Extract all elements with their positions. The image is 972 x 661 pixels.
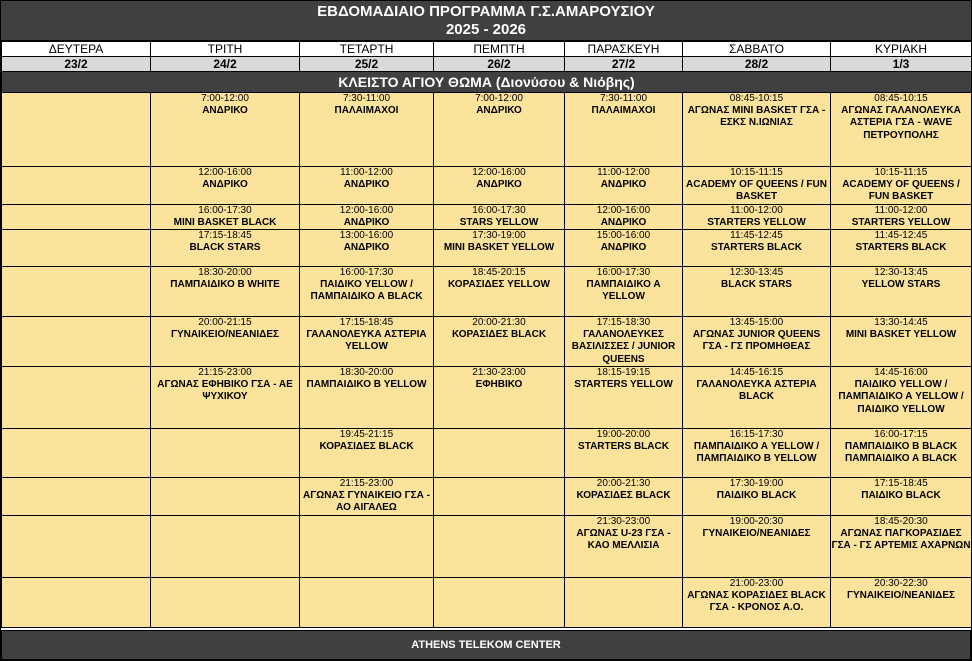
schedule-cell bbox=[565, 317, 683, 367]
slot-time: 16:00-17:30 bbox=[472, 204, 526, 216]
schedule-cell bbox=[683, 515, 831, 577]
slot-time: 18:15-19:15 bbox=[596, 367, 651, 379]
slot-activity: ΚΟΡΑΣΙΔΕΣ YELLOW bbox=[448, 279, 550, 291]
schedule-cell bbox=[683, 93, 831, 167]
day-header: ΤΕΤΑΡΤΗ bbox=[300, 42, 434, 57]
schedule-cell bbox=[151, 167, 300, 205]
schedule-row bbox=[2, 267, 972, 317]
day-header: ΣΑΒΒΑΤΟ bbox=[683, 42, 831, 57]
schedule-cell bbox=[2, 577, 151, 627]
slot-activity: ΠΑΜΠΑΙΔΙΚΟ Α YELLOW bbox=[586, 279, 661, 303]
slot-activity: ΠΑΙΔΙΚΟ YELLOW / ΠΑΜΠΑΙΔΙΚΟ Α BLACK bbox=[310, 279, 423, 303]
slot-time: 11:45-12:45 bbox=[730, 230, 783, 242]
schedule-cell bbox=[831, 367, 972, 429]
slot-time: 11:00-12:00 bbox=[730, 204, 783, 216]
schedule-cell bbox=[2, 478, 151, 516]
slot-activity: MINI BASKET BLACK bbox=[173, 216, 277, 228]
slot-activity: STARTERS BLACK bbox=[855, 242, 947, 254]
slot-activity: MINI BASKET YELLOW bbox=[443, 242, 555, 254]
slot-activity: ΑΝΔΡΙΚΟ bbox=[343, 179, 390, 191]
slot-time: 12:00-16:00 bbox=[198, 167, 252, 178]
schedule-cell bbox=[831, 515, 972, 577]
slot-activity: ΑΝΔΡΙΚΟ bbox=[476, 179, 522, 191]
date-header: 28/2 bbox=[683, 57, 831, 72]
venue-footer: ATHENS TELEKOM CENTER bbox=[2, 631, 971, 660]
slot-time: 12:30-13:45 bbox=[729, 267, 784, 279]
schedule-cell bbox=[683, 167, 831, 205]
schedule-cell bbox=[565, 93, 683, 167]
slot-activity: ΓΑΛΑΝΟΛΕΥΚΑ ΑΣΤΕΡΙΑ BLACK bbox=[696, 379, 817, 403]
slot-time: 13:45-15:00 bbox=[729, 317, 784, 329]
slot-time: 16:00-17:30 bbox=[339, 267, 394, 279]
schedule-cell bbox=[831, 204, 972, 229]
schedule-cell bbox=[683, 204, 831, 229]
slot-activity: ΠΑΙΔΙΚΟ BLACK bbox=[861, 490, 941, 502]
slot-activity: BLACK STARS bbox=[189, 242, 261, 254]
schedule-cell bbox=[434, 230, 565, 267]
schedule-row bbox=[2, 93, 972, 167]
slot-activity: ΓΥΝΑΙΚΕΙΟ/ΝΕΑΝΙΔΕΣ bbox=[846, 589, 956, 601]
schedule-table bbox=[1, 41, 972, 628]
schedule-row bbox=[2, 577, 972, 627]
slot-time: 11:45-12:45 bbox=[874, 230, 928, 242]
schedule-cell bbox=[2, 204, 151, 229]
slot-activity: STARTERS BLACK bbox=[578, 441, 669, 453]
schedule-row bbox=[2, 204, 972, 229]
slot-activity: ΑΝΔΡΙΚΟ bbox=[600, 216, 647, 228]
slot-time: 7:00-12:00 bbox=[201, 93, 249, 104]
slot-time: 21:30-23:00 bbox=[596, 515, 651, 527]
slot-time: 12:00-16:00 bbox=[339, 204, 394, 216]
slot-activity: ΠΑΛΑΙΜΑΧΟΙ bbox=[591, 105, 656, 117]
slot-activity: ΑΓΩΝΑΣ ΠΑΓΚΟΡΑΣΙΔΕΣ ΓΣΑ - ΓΣ ΑΡΤΕΜΙΣ ΑΧΑΡΝΩΝ bbox=[831, 527, 971, 552]
schedule-row bbox=[2, 429, 972, 478]
slot-time: 11:00-12:00 bbox=[874, 204, 928, 216]
slot-time: 08:45-10:15 bbox=[874, 93, 928, 104]
slot-activity: ΠΑΜΠΑΙΔΙΚΟ Α YELLOW / ΠΑΜΠΑΙΔΙΚΟ Β YELLOW bbox=[693, 441, 820, 465]
schedule-cell bbox=[434, 93, 565, 167]
schedule-cell bbox=[683, 230, 831, 267]
slot-activity: ΑΝΔΡΙΚΟ bbox=[600, 179, 647, 191]
schedule-cell bbox=[300, 204, 434, 229]
slot-time: 21:15-23:00 bbox=[198, 367, 252, 379]
schedule-cell bbox=[300, 367, 434, 429]
schedule-cell bbox=[683, 429, 831, 478]
schedule-cell bbox=[2, 230, 151, 267]
slot-activity: ΠΑΙΔΙΚΟ YELLOW / ΠΑΜΠΑΙΔΙΚΟ Α YELLOW /ΠΑΙΔΙΚΟ YELLOW bbox=[838, 379, 964, 415]
schedule-cell bbox=[831, 167, 972, 205]
schedule-cell bbox=[434, 317, 565, 367]
schedule-row bbox=[2, 367, 972, 429]
slot-activity: ACADEMY OF QUEENS / FUN BASKET bbox=[686, 179, 827, 203]
schedule-cell bbox=[831, 267, 972, 317]
schedule-cell bbox=[683, 317, 831, 367]
day-header: ΤΡΙΤΗ bbox=[151, 42, 300, 57]
slot-time: 11:00-12:00 bbox=[340, 167, 393, 178]
schedule-cell bbox=[831, 429, 972, 478]
schedule-cell bbox=[434, 429, 565, 478]
schedule-cell bbox=[565, 478, 683, 516]
title-bar bbox=[1, 1, 971, 41]
schedule-cell bbox=[565, 167, 683, 205]
slot-activity: ΑΓΩΝΑΣ ΓΑΛΑΝΟΛΕΥΚΑ ΑΣΤΕΡΙΑ ΓΣΑ - WAVE ΠΕΤΡΟΥΠΟΛΗΣ bbox=[841, 105, 961, 141]
schedule-cell bbox=[151, 478, 300, 516]
slot-time: 19:45-21:15 bbox=[339, 429, 394, 441]
schedule-cell bbox=[831, 317, 972, 367]
slot-time: 17:30-19:00 bbox=[472, 230, 526, 242]
schedule-cell bbox=[151, 429, 300, 478]
schedule-cell bbox=[434, 577, 565, 627]
slot-time: 20:00-21:15 bbox=[198, 317, 252, 329]
slot-activity: MINI BASKET YELLOW bbox=[845, 329, 957, 341]
schedule-cell bbox=[683, 367, 831, 429]
slot-time: 17:15-18:30 bbox=[596, 317, 651, 329]
slot-time: 16:00-17:30 bbox=[596, 267, 651, 279]
season-label: 2025 - 2026 bbox=[445, 21, 527, 38]
date-header-row bbox=[2, 57, 972, 72]
slot-activity: BLACK STARS bbox=[721, 279, 792, 291]
slot-activity: STARTERS YELLOW bbox=[574, 379, 673, 391]
schedule-cell bbox=[151, 267, 300, 317]
slot-activity: ΑΝΔΡΙΚΟ bbox=[343, 242, 390, 254]
date-header: 26/2 bbox=[434, 57, 565, 72]
slot-activity: ΓΥΝΑΙΚΕΙΟ/ΝΕΑΝΙΔΕΣ bbox=[170, 329, 280, 341]
slot-activity: ΑΓΩΝΑΣ ΕΦΗΒΙΚΟ ΓΣΑ - ΑΕ ΨΥΧΙΚΟΥ bbox=[157, 379, 293, 403]
slot-time: 17:15-18:45 bbox=[339, 317, 394, 329]
slot-activity: STARS YELLOW bbox=[459, 216, 539, 228]
closed-notice-row bbox=[2, 72, 972, 93]
slot-time: 20:30-22:30 bbox=[874, 577, 928, 589]
day-header: ΔΕΥΤΕΡΑ bbox=[2, 42, 151, 57]
day-header: ΠΕΜΠΤΗ bbox=[434, 42, 565, 57]
slot-time: 18:30-20:00 bbox=[198, 267, 252, 279]
slot-time: 15:00-16:00 bbox=[596, 230, 651, 242]
slot-activity: STARTERS YELLOW bbox=[707, 216, 806, 228]
slot-time: 18:45-20:15 bbox=[472, 267, 526, 279]
schedule-cell bbox=[151, 367, 300, 429]
slot-activity: ΚΟΡΑΣΙΔΕΣ BLACK bbox=[319, 441, 414, 453]
schedule-row bbox=[2, 167, 972, 205]
slot-activity: ΠΑΜΠΑΙΔΙΚΟ Β YELLOW bbox=[306, 379, 427, 391]
schedule-row bbox=[2, 515, 972, 577]
schedule-cell bbox=[2, 93, 151, 167]
slot-time: 7:00-12:00 bbox=[475, 93, 523, 104]
slot-time: 21:15-23:00 bbox=[339, 478, 394, 490]
slot-activity: ΑΓΩΝΑΣ JUNIOR QUEENS ΓΣΑ - ΓΣ ΠΡΟΜΗΘΕΑΣ bbox=[692, 329, 821, 353]
schedule-cell bbox=[300, 93, 434, 167]
slot-activity: STARTERS BLACK bbox=[711, 242, 802, 254]
slot-time: 16:00-17:15 bbox=[874, 429, 928, 441]
schedule-cell bbox=[151, 230, 300, 267]
slot-activity: STARTERS YELLOW bbox=[851, 216, 951, 228]
closed-notice: ΚΛΕΙΣΤΟ ΑΓΙΟΥ ΘΩΜΑ (Διονύσου & Νιόβης) bbox=[2, 72, 972, 93]
schedule-cell bbox=[151, 204, 300, 229]
schedule-cell bbox=[151, 577, 300, 627]
schedule-row bbox=[2, 230, 972, 267]
schedule-cell bbox=[565, 429, 683, 478]
schedule-cell bbox=[2, 515, 151, 577]
schedule-cell bbox=[151, 93, 300, 167]
slot-time: 13:00-16:00 bbox=[339, 230, 394, 242]
slot-time: 16:15-17:30 bbox=[729, 429, 784, 441]
schedule-cell bbox=[151, 317, 300, 367]
schedule-cell bbox=[831, 577, 972, 627]
schedule-cell bbox=[831, 230, 972, 267]
slot-activity: YELLOW STARS bbox=[861, 279, 941, 291]
schedule-cell bbox=[300, 267, 434, 317]
schedule-cell bbox=[2, 317, 151, 367]
slot-activity: ACADEMY OF QUEENS / FUN BASKET bbox=[842, 179, 960, 203]
schedule-cell bbox=[434, 167, 565, 205]
slot-time: 10:15-11:15 bbox=[874, 167, 928, 178]
date-header: 25/2 bbox=[300, 57, 434, 72]
schedule-cell bbox=[565, 577, 683, 627]
slot-time: 13:30-14:45 bbox=[874, 317, 928, 329]
slot-activity: ΑΝΔΡΙΚΟ bbox=[600, 242, 647, 254]
schedule-cell bbox=[434, 267, 565, 317]
footer-row bbox=[2, 631, 971, 660]
schedule-cell bbox=[683, 478, 831, 516]
slot-time: 12:00-16:00 bbox=[472, 167, 526, 178]
schedule-cell bbox=[2, 267, 151, 317]
slot-activity: ΑΝΔΡΙΚΟ bbox=[343, 216, 390, 228]
slot-activity: ΠΑΜΠΑΙΔΙΚΟ Β WHITE bbox=[170, 279, 280, 291]
schedule-cell bbox=[2, 367, 151, 429]
day-header-row bbox=[2, 42, 972, 57]
slot-time: 20:00-21:30 bbox=[472, 317, 526, 329]
slot-time: 14:45-16:00 bbox=[874, 367, 928, 379]
schedule-cell bbox=[300, 515, 434, 577]
schedule-cell bbox=[683, 267, 831, 317]
slot-activity: ΑΓΩΝΑΣ MINI BASKET ΓΣΑ - ΕΣΚΣ Ν.ΙΩΝΙΑΣ bbox=[687, 105, 826, 129]
schedule-cell bbox=[2, 167, 151, 205]
schedule-cell bbox=[565, 515, 683, 577]
schedule-cell bbox=[300, 230, 434, 267]
slot-time: 18:45-20:30 bbox=[874, 515, 928, 527]
schedule-cell bbox=[565, 367, 683, 429]
slot-time: 12:00-16:00 bbox=[596, 204, 651, 216]
slot-time: 7:30-11:00 bbox=[599, 93, 648, 104]
slot-time: 20:00-21:30 bbox=[596, 478, 651, 490]
schedule-cell bbox=[434, 204, 565, 229]
schedule-cell bbox=[300, 577, 434, 627]
slot-time: 21:30-23:00 bbox=[472, 367, 526, 379]
slot-time: 11:00-12:00 bbox=[597, 167, 650, 178]
schedule-cell bbox=[434, 367, 565, 429]
slot-time: 10:15-11:15 bbox=[730, 167, 783, 178]
slot-activity: ΑΓΩΝΑΣ U-23 ΓΣΑ - ΚΑΟ ΜΕΛΛΙΣΙΑ bbox=[576, 527, 671, 552]
schedule-cell bbox=[565, 230, 683, 267]
slot-time: 18:30-20:00 bbox=[339, 367, 394, 379]
schedule-cell bbox=[300, 478, 434, 516]
slot-activity: ΠΑΜΠΑΙΔΙΚΟ Β BLACK ΠΑΜΠΑΙΔΙΚΟ Α BLACK bbox=[844, 441, 958, 465]
slot-time: 12:30-13:45 bbox=[874, 267, 928, 279]
slot-time: 08:45-10:15 bbox=[729, 93, 784, 104]
slot-activity: ΓΑΛΑΝΟΛΕΥΚΕΣ ΒΑΣΙΛΙΣΣΕΣ / JUNIOR QUEENS bbox=[571, 329, 676, 365]
slot-time: 17:30-19:00 bbox=[729, 478, 784, 490]
schedule-cell bbox=[300, 167, 434, 205]
schedule-cell bbox=[565, 267, 683, 317]
footer-table bbox=[1, 630, 971, 660]
date-header: 27/2 bbox=[565, 57, 683, 72]
slot-time: 17:15-18:45 bbox=[874, 478, 928, 490]
day-header: ΠΑΡΑΣΚΕΥΗ bbox=[565, 42, 683, 57]
schedule-cell bbox=[434, 478, 565, 516]
slot-activity: ΓΥΝΑΙΚΕΙΟ/ΝΕΑΝΙΔΕΣ bbox=[702, 527, 811, 539]
slot-activity: ΠΑΙΔΙΚΟ BLACK bbox=[716, 490, 797, 502]
schedule-row bbox=[2, 317, 972, 367]
slot-activity: ΑΓΩΝΑΣ ΓΥΝΑΙΚΕΙΟ ΓΣΑ - ΑΟ ΑΙΓΑΛΕΩ bbox=[303, 490, 430, 514]
slot-time: 7:30-11:00 bbox=[342, 93, 391, 104]
schedule-row bbox=[2, 478, 972, 516]
slot-activity: ΠΑΛΑΙΜΑΧΟΙ bbox=[334, 105, 399, 117]
slot-time: 19:00-20:30 bbox=[729, 515, 784, 527]
slot-activity: ΓΑΛΑΝΟΛΕΥΚΑ ΑΣΤΕΡΙΑ YELLOW bbox=[306, 329, 427, 353]
slot-time: 21:00-23:00 bbox=[729, 577, 784, 589]
slot-activity: ΑΝΔΡΙΚΟ bbox=[476, 105, 522, 117]
slot-activity: ΚΟΡΑΣΙΔΕΣ BLACK bbox=[576, 490, 671, 502]
schedule-cell bbox=[831, 478, 972, 516]
schedule-cell bbox=[151, 515, 300, 577]
schedule-cell bbox=[683, 577, 831, 627]
date-header: 23/2 bbox=[2, 57, 151, 72]
slot-time: 14:45-16:15 bbox=[729, 367, 784, 379]
date-header: 1/3 bbox=[831, 57, 972, 72]
slot-time: 16:00-17:30 bbox=[198, 204, 252, 216]
slot-activity: ΑΝΔΡΙΚΟ bbox=[202, 105, 248, 117]
schedule-cell bbox=[2, 429, 151, 478]
schedule-cell bbox=[434, 515, 565, 577]
slot-activity: ΕΦΗΒΙΚΟ bbox=[475, 379, 523, 391]
slot-activity: ΑΓΩΝΑΣ ΚΟΡΑΣΙΔΕΣ BLACK ΓΣΑ - ΚΡΟΝΟΣ Α.Ο. bbox=[687, 589, 826, 614]
slot-activity: ΚΟΡΑΣΙΔΕΣ BLACK bbox=[451, 329, 547, 341]
slot-time: 17:15-18:45 bbox=[198, 230, 252, 242]
schedule-cell bbox=[831, 93, 972, 167]
day-header: ΚΥΡΙΑΚΗ bbox=[831, 42, 972, 57]
schedule-cell bbox=[300, 429, 434, 478]
slot-activity: ΑΝΔΡΙΚΟ bbox=[202, 179, 248, 191]
schedule-cell bbox=[300, 317, 434, 367]
schedule-cell bbox=[565, 204, 683, 229]
schedule-title: ΕΒΔΟΜΑΔΙΑΙΟ ΠΡΟΓΡΑΜΜΑ Γ.Σ.ΑΜΑΡΟΥΣΙΟΥ bbox=[317, 3, 655, 20]
slot-time: 19:00-20:00 bbox=[596, 429, 651, 441]
date-header: 24/2 bbox=[151, 57, 300, 72]
